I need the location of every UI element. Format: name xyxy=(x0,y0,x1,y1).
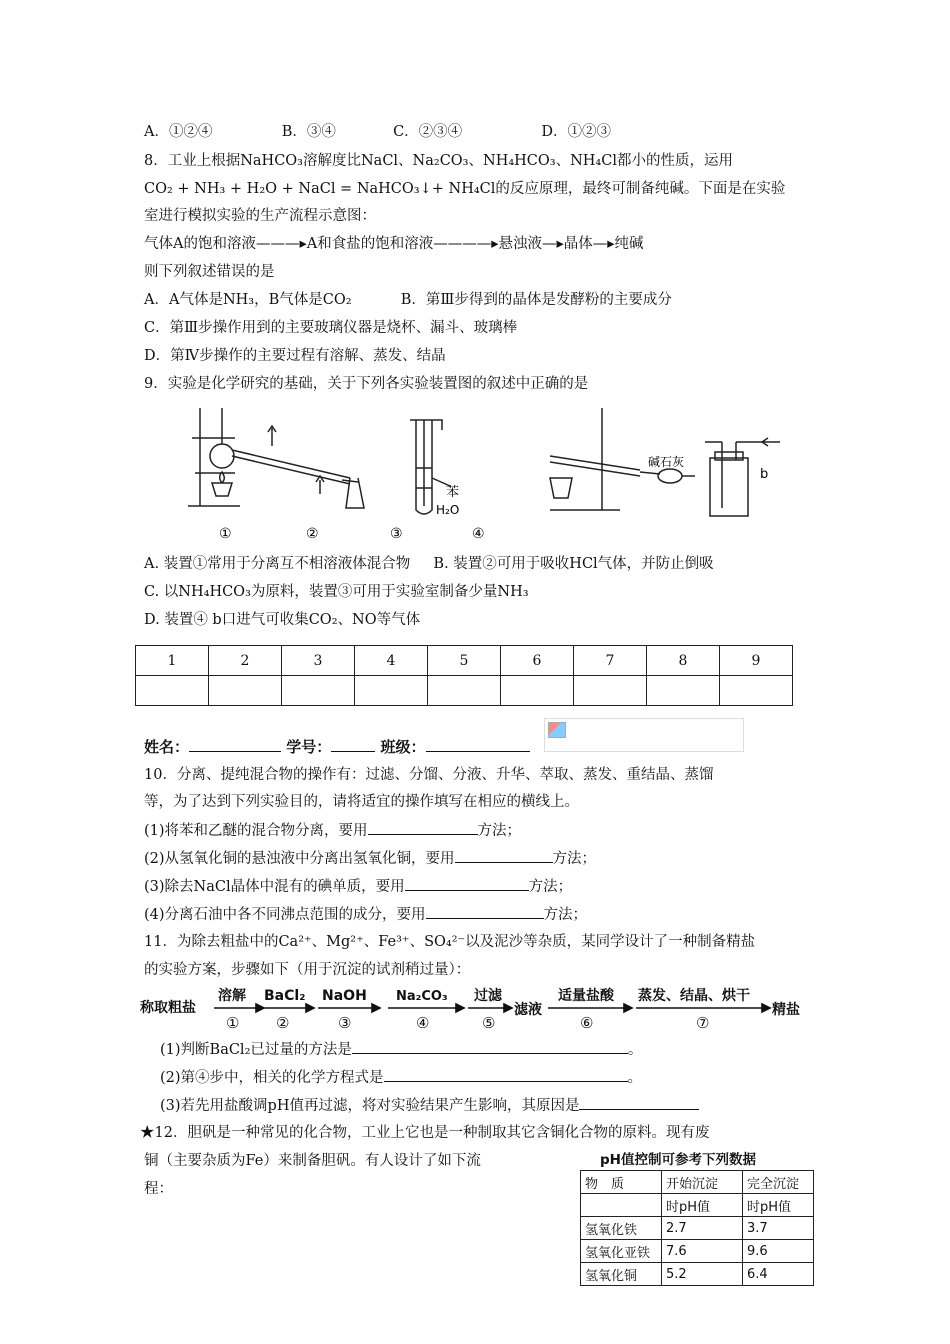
answer-blank[interactable] xyxy=(405,876,529,891)
q7-option-a: A．①②④ xyxy=(144,124,213,140)
id-label: 学号： xyxy=(286,738,332,756)
q10-item-3 xyxy=(144,876,572,897)
answer-blank[interactable] xyxy=(368,820,478,835)
q9-option-b: B. 装置②可用于吸收HCl气体，并防止倒吸 xyxy=(433,556,714,572)
ph-table xyxy=(580,1170,814,1286)
ph-cell: 2.7 xyxy=(662,1217,743,1240)
ph-header-cell: 时pH值 xyxy=(743,1194,814,1217)
flow-num-5: ⑤ xyxy=(482,1014,496,1030)
answer-header-cell: 6 xyxy=(501,646,574,676)
ph-cell: 9.6 xyxy=(743,1240,814,1263)
q11-sub1 xyxy=(160,1039,642,1060)
flow-num-1: ① xyxy=(226,1014,240,1030)
ph-cell: 7.6 xyxy=(662,1240,743,1263)
flow-num-4: ④ xyxy=(416,1014,430,1030)
table-row xyxy=(581,1240,814,1263)
flow-num-7: ⑦ xyxy=(696,1014,710,1030)
q7-option-b: B．③④ xyxy=(281,124,336,140)
ph-header-cell: 时pH值 xyxy=(662,1194,743,1217)
q8-options-ab xyxy=(144,290,672,310)
apparatus-4-label: ④ xyxy=(472,526,485,542)
q9-option-a: A. 装置①常用于分离互不相溶液体混合物 xyxy=(144,556,411,572)
answer-cell[interactable] xyxy=(209,676,282,706)
answer-blank[interactable] xyxy=(352,1039,628,1054)
answer-header-cell: 9 xyxy=(720,646,793,676)
ph-cell: 氢氧化铁 xyxy=(581,1217,662,1240)
q11-sub3 xyxy=(160,1095,699,1116)
q10-item-2 xyxy=(144,848,596,869)
flow-num-2: ② xyxy=(276,1014,290,1030)
answer-blank[interactable] xyxy=(384,1067,628,1082)
ph-header-cell: 物 质 xyxy=(581,1171,662,1194)
q8-stem: 则下列叙述错误的是 xyxy=(144,264,275,280)
ph-table-title: pH值控制可参考下列数据 xyxy=(600,1152,756,1168)
flow-mid: 滤液 xyxy=(514,1002,542,1018)
q9-options-ab xyxy=(144,554,714,574)
ph-table-header xyxy=(581,1194,814,1217)
broken-image-icon xyxy=(548,722,566,738)
ph-header-cell: 开始沉淀 xyxy=(662,1171,743,1194)
answer-header-cell: 7 xyxy=(574,646,647,676)
ph-cell: 氢氧化亚铁 xyxy=(581,1240,662,1263)
answer-cell[interactable] xyxy=(428,676,501,706)
id-field[interactable] xyxy=(331,737,375,752)
apparatus-2-label: ② xyxy=(306,526,319,542)
water-label: H₂O xyxy=(436,503,460,517)
student-info-row xyxy=(144,736,530,757)
q9-option-d: D. 装置④ b口进气可收集CO₂、NO等气体 xyxy=(144,612,421,628)
q10-item-text: (3)除去NaCl晶体中混有的碘单质，要用 xyxy=(144,879,405,895)
answer-blank[interactable] xyxy=(579,1095,699,1110)
flow-step-4: Na₂CO₃ xyxy=(396,989,448,1004)
answer-cell[interactable] xyxy=(355,676,428,706)
q10-item-suffix: 方法； xyxy=(543,907,588,923)
broken-image xyxy=(544,718,744,752)
answer-header-cell: 8 xyxy=(647,646,720,676)
q11-sub1-text: (1)判断BaCl₂已过量的方法是 xyxy=(160,1042,352,1058)
q12-line3: 程： xyxy=(144,1181,173,1197)
q11-flow-diagram xyxy=(140,980,820,1030)
table-row xyxy=(581,1263,814,1286)
q11-sub2-end: 。 xyxy=(627,1070,643,1086)
q12-line2: 铜（主要杂质为Fe）来制备胆矾。有人设计了如下流 xyxy=(144,1153,481,1169)
q11-sub1-end: 。 xyxy=(627,1042,643,1058)
flow-num-6: ⑥ xyxy=(580,1014,594,1030)
answer-cell[interactable] xyxy=(136,676,209,706)
ph-cell: 氢氧化铜 xyxy=(581,1263,662,1286)
flow-num-3: ③ xyxy=(338,1014,352,1030)
ph-table-header xyxy=(581,1171,814,1194)
q10-item-suffix: 方法； xyxy=(552,851,597,867)
answer-cell[interactable] xyxy=(282,676,355,706)
answer-header-cell: 1 xyxy=(136,646,209,676)
ph-header-cell: 完全沉淀 xyxy=(743,1171,814,1194)
answer-cell[interactable] xyxy=(574,676,647,706)
flow-step-2: BaCl₂ xyxy=(264,988,306,1004)
q8-line1: 8．工业上根据NaHCO₃溶解度比NaCl、Na₂CO₃、NH₄HCO₃、NH₄Cl都小的性质，运用 xyxy=(144,153,733,169)
answer-cell[interactable] xyxy=(720,676,793,706)
q10-item-suffix: 方法； xyxy=(528,879,573,895)
name-field[interactable] xyxy=(189,737,281,752)
answer-cell[interactable] xyxy=(647,676,720,706)
q7-option-c: C．②③④ xyxy=(393,124,463,140)
ph-header-cell xyxy=(581,1194,662,1217)
class-label: 班级： xyxy=(380,738,426,756)
answer-header-cell: 2 xyxy=(209,646,282,676)
apparatus-1-label: ① xyxy=(219,526,232,542)
answer-header-cell: 3 xyxy=(282,646,355,676)
answer-table xyxy=(135,645,793,706)
q11-sub2 xyxy=(160,1067,642,1088)
apparatus-figure xyxy=(180,398,800,548)
answer-cell[interactable] xyxy=(501,676,574,706)
q11-line2: 的实验方案，步骤如下（用于沉淀的试剂稍过量）： xyxy=(144,962,471,978)
q12-line1: ★12．胆矾是一种常见的化合物，工业上它也是一种制取其它含铜化合物的原料。现有废 xyxy=(140,1125,710,1141)
q11-sub3-text: (3)若先用盐酸调pH值再过滤，将对实验结果产生影响，其原因是 xyxy=(160,1098,580,1114)
q10-item-4 xyxy=(144,904,587,925)
flow-end: 精盐 xyxy=(772,1002,800,1018)
q11-sub2-text: (2)第④步中，相关的化学方程式是 xyxy=(160,1070,384,1086)
q7-option-d: D．①②③ xyxy=(541,124,612,140)
answer-header-cell: 4 xyxy=(355,646,428,676)
answer-table-row xyxy=(136,676,793,706)
ph-cell: 3.7 xyxy=(743,1217,814,1240)
q10-item-text: (1)将苯和乙醚的混合物分离，要用 xyxy=(144,823,368,839)
benzene-label: 苯 xyxy=(446,485,460,500)
flow-step-3: NaOH xyxy=(322,988,367,1004)
ph-cell: 5.2 xyxy=(662,1263,743,1286)
flow-step-5: 过滤 xyxy=(474,988,502,1004)
answer-blank[interactable] xyxy=(426,904,544,919)
port-b-label: b xyxy=(760,467,769,482)
ph-cell: 6.4 xyxy=(743,1263,814,1286)
q10-line1: 10．分离、提纯混合物的操作有：过滤、分馏、分液、升华、萃取、蒸发、重结晶、蒸馏 xyxy=(144,767,714,783)
q10-item-suffix: 方法； xyxy=(477,823,522,839)
q10-item-1 xyxy=(144,820,521,841)
flow-step-1: 溶解 xyxy=(218,988,246,1004)
flow-step-6: 适量盐酸 xyxy=(558,988,614,1004)
q8-option-a: A．A气体是NH₃，B气体是CO₂ xyxy=(144,292,352,308)
flow-step-7: 蒸发、结晶、烘干 xyxy=(638,988,750,1004)
q9-option-c: C. 以NH₄HCO₃为原料，装置③可用于实验室制备少量NH₃ xyxy=(144,584,529,600)
answer-table-header xyxy=(136,646,793,676)
apparatus-3-label: ③ xyxy=(390,526,403,542)
q8-line3: 室进行模拟实验的生产流程示意图： xyxy=(144,208,376,224)
class-field[interactable] xyxy=(426,737,530,752)
q8-option-c: C．第Ⅲ步操作用到的主要玻璃仪器是烧杯、漏斗、玻璃棒 xyxy=(144,320,518,336)
answer-blank[interactable] xyxy=(455,848,553,863)
q9-stem: 9．实验是化学研究的基础，关于下列各实验装置图的叙述中正确的是 xyxy=(144,376,589,392)
answer-header-cell: 5 xyxy=(428,646,501,676)
table-row xyxy=(581,1217,814,1240)
name-label: 姓名： xyxy=(144,738,190,756)
q8-option-d: D．第Ⅳ步操作的主要过程有溶解、蒸发、结晶 xyxy=(144,348,446,364)
q7-options xyxy=(144,122,611,142)
q11-line1: 11．为除去粗盐中的Ca²⁺、Mg²⁺、Fe³⁺、SO₄²⁻以及泥沙等杂质，某同学设计了一种制备精盐 xyxy=(144,934,756,950)
q8-line2: CO₂ + NH₃ + H₂O + NaCl = NaHCO₃↓+ NH₄Cl的反应原理，最终可制备纯碱。下面是在实验 xyxy=(144,181,786,197)
q8-option-b: B．第Ⅲ步得到的晶体是发酵粉的主要成分 xyxy=(400,292,672,308)
q10-item-text: (4)分离石油中各不同沸点范围的成分，要用 xyxy=(144,907,426,923)
sodalime-label: 碱石灰 xyxy=(648,455,685,469)
q8-flow: 气体A的饱和溶液———▸A和食盐的饱和溶液————▸悬浊液—▸晶体—▸纯碱 xyxy=(144,236,644,252)
q10-item-text: (2)从氢氧化铜的悬浊液中分离出氢氧化铜，要用 xyxy=(144,851,455,867)
q10-line2: 等，为了达到下列实验目的，请将适宜的操作填写在相应的横线上。 xyxy=(144,794,579,810)
flow-start: 称取粗盐 xyxy=(140,1000,196,1016)
